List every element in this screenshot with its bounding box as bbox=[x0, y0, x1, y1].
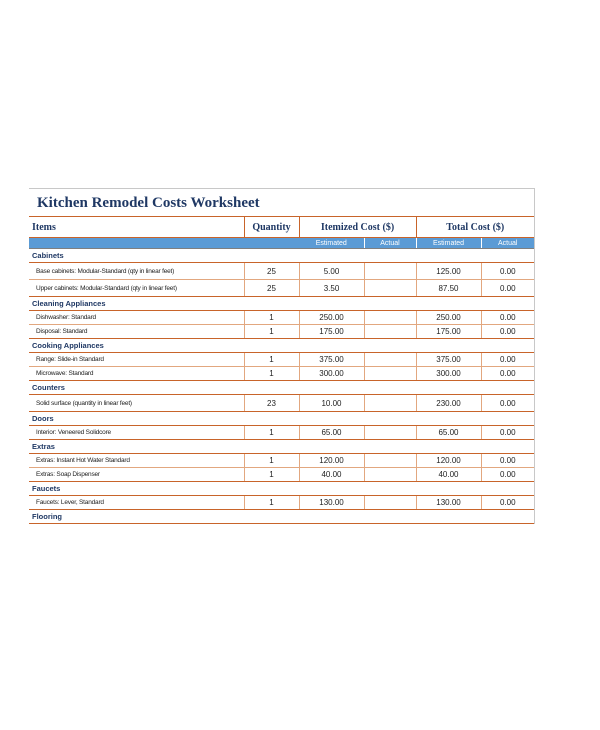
quantity-cell: 1 bbox=[244, 426, 299, 440]
total-actual-cell: 0.00 bbox=[481, 468, 534, 482]
total-actual-cell: 0.00 bbox=[481, 367, 534, 381]
total-estimated-cell: 40.00 bbox=[416, 468, 481, 482]
itemized-estimated-cell: 120.00 bbox=[299, 454, 364, 468]
cost-table bbox=[29, 217, 534, 524]
quantity-cell: 25 bbox=[244, 280, 299, 297]
item-name-cell: Solid surface (quantity in linear feet) bbox=[29, 395, 244, 412]
category-row bbox=[29, 440, 534, 454]
table-row bbox=[29, 454, 534, 468]
itemized-cost-header: Itemized Cost ($) bbox=[299, 217, 416, 238]
category-label: Extras bbox=[29, 440, 534, 454]
quantity-header: Quantity bbox=[244, 217, 299, 238]
total-actual-cell: 0.00 bbox=[481, 263, 534, 280]
itemized-actual-cell bbox=[364, 325, 416, 339]
total-estimated-cell: 130.00 bbox=[416, 496, 481, 510]
total-estimated-cell: 125.00 bbox=[416, 263, 481, 280]
itemized-estimated-cell: 175.00 bbox=[299, 325, 364, 339]
itemized-estimated-header: Estimated bbox=[299, 238, 364, 249]
quantity-cell: 1 bbox=[244, 496, 299, 510]
quantity-cell: 1 bbox=[244, 353, 299, 367]
total-estimated-cell: 300.00 bbox=[416, 367, 481, 381]
total-cost-header: Total Cost ($) bbox=[416, 217, 534, 238]
table-row bbox=[29, 263, 534, 280]
quantity-cell: 1 bbox=[244, 454, 299, 468]
category-row bbox=[29, 381, 534, 395]
total-actual-cell: 0.00 bbox=[481, 395, 534, 412]
quantity-cell: 23 bbox=[244, 395, 299, 412]
itemized-actual-cell bbox=[364, 280, 416, 297]
itemized-estimated-cell: 40.00 bbox=[299, 468, 364, 482]
table-row bbox=[29, 367, 534, 381]
category-label: Cooking Appliances bbox=[29, 339, 534, 353]
itemized-estimated-cell: 65.00 bbox=[299, 426, 364, 440]
quantity-cell: 1 bbox=[244, 367, 299, 381]
itemized-estimated-cell: 300.00 bbox=[299, 367, 364, 381]
item-name-cell: Range: Slide-in Standard bbox=[29, 353, 244, 367]
quantity-cell: 1 bbox=[244, 325, 299, 339]
total-actual-cell: 0.00 bbox=[481, 311, 534, 325]
itemized-estimated-cell: 250.00 bbox=[299, 311, 364, 325]
table-row bbox=[29, 325, 534, 339]
quantity-cell: 25 bbox=[244, 263, 299, 280]
item-name-cell: Disposal: Standard bbox=[29, 325, 244, 339]
itemized-actual-cell bbox=[364, 468, 416, 482]
category-label: Cabinets bbox=[29, 249, 534, 263]
category-row bbox=[29, 510, 534, 524]
table-row bbox=[29, 280, 534, 297]
table-row bbox=[29, 496, 534, 510]
itemized-estimated-cell: 10.00 bbox=[299, 395, 364, 412]
total-estimated-header: Estimated bbox=[416, 238, 481, 249]
category-row bbox=[29, 339, 534, 353]
subheader-blank bbox=[29, 238, 244, 249]
itemized-actual-cell bbox=[364, 311, 416, 325]
itemized-actual-cell bbox=[364, 263, 416, 280]
itemized-estimated-cell: 3.50 bbox=[299, 280, 364, 297]
total-actual-cell: 0.00 bbox=[481, 280, 534, 297]
total-actual-cell: 0.00 bbox=[481, 496, 534, 510]
item-name-cell: Interior: Veneered Solidcore bbox=[29, 426, 244, 440]
itemized-actual-cell bbox=[364, 426, 416, 440]
category-label: Faucets bbox=[29, 482, 534, 496]
subheader-blank bbox=[244, 238, 299, 249]
total-actual-cell: 0.00 bbox=[481, 426, 534, 440]
table-row bbox=[29, 468, 534, 482]
worksheet bbox=[29, 188, 535, 524]
item-name-cell: Extras: Soap Dispenser bbox=[29, 468, 244, 482]
category-label: Doors bbox=[29, 412, 534, 426]
table-row bbox=[29, 353, 534, 367]
category-row bbox=[29, 249, 534, 263]
itemized-estimated-cell: 375.00 bbox=[299, 353, 364, 367]
total-estimated-cell: 230.00 bbox=[416, 395, 481, 412]
table-row bbox=[29, 395, 534, 412]
total-estimated-cell: 120.00 bbox=[416, 454, 481, 468]
worksheet-title: Kitchen Remodel Costs Worksheet bbox=[29, 189, 534, 217]
item-name-cell: Upper cabinets: Modular-Standard (qty in linear feet) bbox=[29, 280, 244, 297]
item-name-cell: Faucets: Lever, Standard bbox=[29, 496, 244, 510]
items-header: Items bbox=[29, 217, 244, 238]
category-row bbox=[29, 412, 534, 426]
itemized-actual-cell bbox=[364, 395, 416, 412]
total-actual-cell: 0.00 bbox=[481, 325, 534, 339]
category-label: Flooring bbox=[29, 510, 534, 524]
item-name-cell: Dishwasher: Standard bbox=[29, 311, 244, 325]
category-label: Counters bbox=[29, 381, 534, 395]
itemized-actual-header: Actual bbox=[364, 238, 416, 249]
total-estimated-cell: 175.00 bbox=[416, 325, 481, 339]
total-estimated-cell: 250.00 bbox=[416, 311, 481, 325]
itemized-actual-cell bbox=[364, 454, 416, 468]
total-estimated-cell: 87.50 bbox=[416, 280, 481, 297]
total-actual-cell: 0.00 bbox=[481, 353, 534, 367]
total-estimated-cell: 65.00 bbox=[416, 426, 481, 440]
total-estimated-cell: 375.00 bbox=[416, 353, 481, 367]
category-label: Cleaning Appliances bbox=[29, 297, 534, 311]
itemized-actual-cell bbox=[364, 353, 416, 367]
itemized-actual-cell bbox=[364, 496, 416, 510]
itemized-estimated-cell: 5.00 bbox=[299, 263, 364, 280]
item-name-cell: Base cabinets: Modular-Standard (qty in linear feet) bbox=[29, 263, 244, 280]
itemized-actual-cell bbox=[364, 367, 416, 381]
quantity-cell: 1 bbox=[244, 468, 299, 482]
table-row bbox=[29, 311, 534, 325]
quantity-cell: 1 bbox=[244, 311, 299, 325]
itemized-estimated-cell: 130.00 bbox=[299, 496, 364, 510]
table-row bbox=[29, 426, 534, 440]
item-name-cell: Microwave: Standard bbox=[29, 367, 244, 381]
total-actual-header: Actual bbox=[481, 238, 534, 249]
item-name-cell: Extras: Instant Hot Water Standard bbox=[29, 454, 244, 468]
category-row bbox=[29, 297, 534, 311]
category-row bbox=[29, 482, 534, 496]
subheader-row bbox=[29, 238, 534, 249]
total-actual-cell: 0.00 bbox=[481, 454, 534, 468]
header-row bbox=[29, 217, 534, 238]
